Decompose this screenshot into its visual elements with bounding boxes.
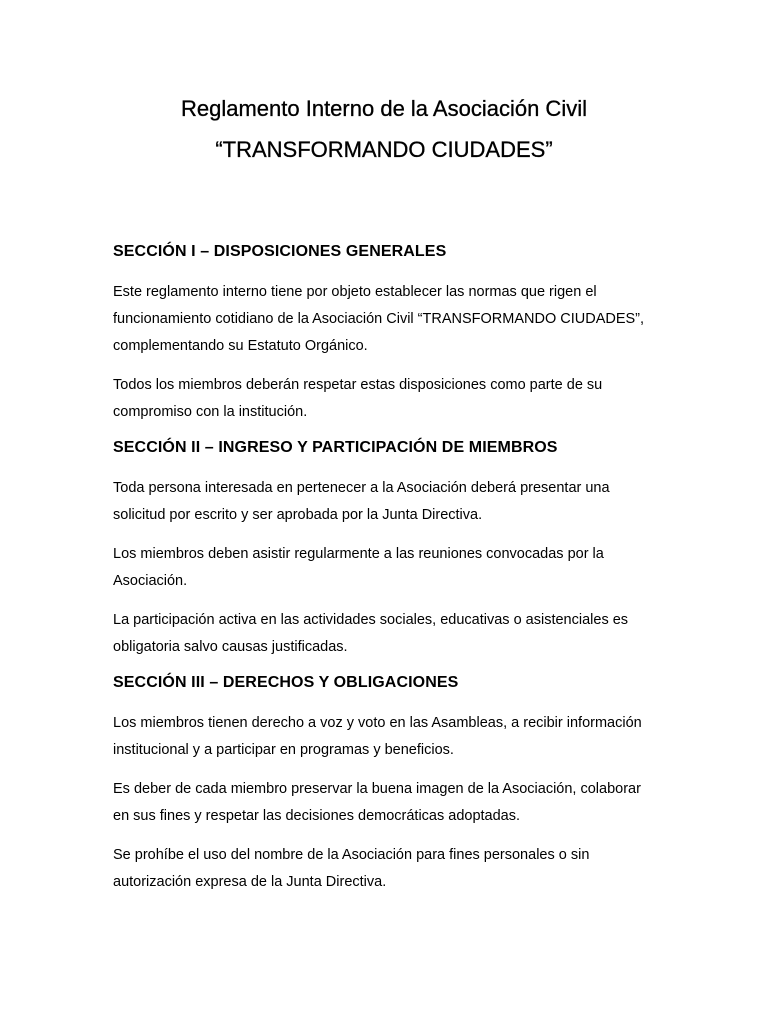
section-derechos-obligaciones [113, 673, 655, 896]
paragraph: Toda persona interesada en pertenecer a la Asociación deberá presentar una solicitud por escrito y ser aprobada por la Junta Directiva. [113, 480, 610, 523]
document-title-line-2: “TRANSFORMANDO CIUDADES” [215, 137, 553, 162]
section-heading: SECCIÓN I – DISPOSICIONES GENERALES [113, 243, 447, 260]
section-disposiciones-generales [113, 242, 655, 426]
paragraph: Los miembros deben asistir regularmente a las reuniones convocadas por la Asociación. [113, 546, 604, 589]
section-ingreso-participacion [113, 438, 655, 661]
paragraph: Todos los miembros deberán respetar estas disposiciones como parte de su compromiso con la institución. [113, 377, 603, 420]
paragraph: La participación activa en las actividades sociales, educativas o asistenciales es obligatoria salvo causas justificadas. [113, 612, 629, 655]
paragraph: Este reglamento interno tiene por objeto establecer las normas que rigen el funcionamiento cotidiano de la Asociación Civil “TRANSFORMANDO CIUDADES”, complementando su Estatuto Orgánico. [113, 284, 645, 354]
section-heading: SECCIÓN III – DERECHOS Y OBLIGACIONES [113, 674, 459, 691]
paragraph: Es deber de cada miembro preservar la buena imagen de la Asociación, colaborar en sus fines y respetar las decisiones democráticas adoptadas. [113, 781, 641, 824]
paragraph: Los miembros tienen derecho a voz y voto en las Asambleas, a recibir información institucional y a participar en programas y beneficios. [113, 715, 642, 758]
document-title [113, 90, 655, 168]
document-body [113, 242, 655, 896]
document-title-line-1: Reglamento Interno de la Asociación Civil [180, 96, 587, 121]
section-heading: SECCIÓN II – INGRESO Y PARTICIPACIÓN DE MIEMBROS [113, 439, 558, 456]
paragraph: Se prohíbe el uso del nombre de la Asociación para fines personales o sin autorización expresa de la Junta Directiva. [113, 847, 590, 890]
